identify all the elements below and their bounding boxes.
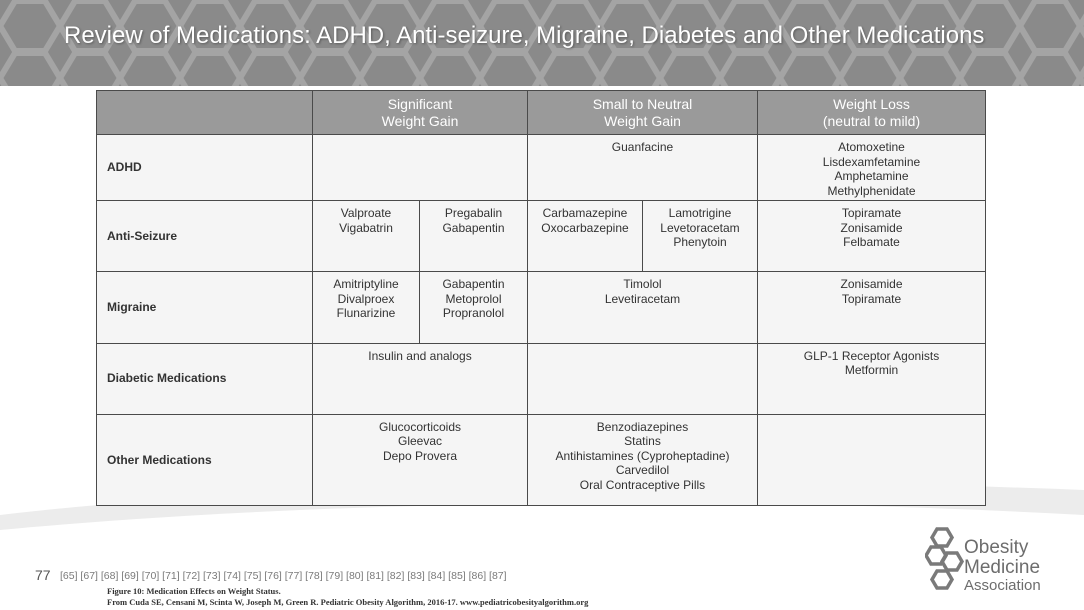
drug: Lisdexamfetamine [822,154,921,169]
caption-line2: From Cuda SE, Censani M, Scinta W, Joseph M, Green R. Pediatric Obesity Algorithm, 2016-17. www.pediatricobesityalgorithm.org [107,597,589,607]
cell-migraine-gain-a [313,272,420,343]
drug: Metoprolol [445,291,502,306]
drug: Flunarizine [336,306,396,321]
drug: Depo Provera [382,448,458,463]
logo-line2: Medicine [964,557,1041,578]
medication-table [96,90,986,506]
cell-adhd-gain [313,135,528,201]
header-small-neutral-gain [528,91,758,135]
cell-seizure-neutral-b [643,201,758,272]
row-other [97,414,986,505]
drug: Divalproex [337,291,395,306]
slide-header [0,0,1084,86]
drug: Timolol [623,277,662,292]
cell-adhd-neutral [528,135,758,201]
drug: Statins [624,434,661,449]
drug: GLP-1 Receptor Agonists [803,348,940,363]
row-label-adhd: ADHD [97,135,313,201]
drug: Pregabalin [444,206,503,221]
header-gain-line1: Significant [387,95,453,112]
drug: Propranolol [442,306,505,321]
caption-line1: Figure 10: Medication Effects on Weight Status. [107,586,281,596]
drug: Atomoxetine [838,140,905,155]
drug: Gleevac [397,434,443,449]
drug: Glucocorticoids [378,419,462,434]
slide-title: Review of Medications: ADHD, Anti-seizure, Migraine, Diabetes and Other Medications [64,22,985,49]
header-loss-line2: (neutral to mild) [822,112,921,129]
drug: Amitriptyline [333,277,399,292]
logo-line3: Association [964,577,1041,594]
cell-migraine-neutral [528,272,758,343]
drug: Oral Contraceptive Pills [579,477,706,492]
cell-seizure-gain-a [313,201,420,272]
cell-migraine-loss [758,272,986,343]
drug: Carbamazepine [542,206,628,221]
drug: Vigabatrin [339,220,393,235]
drug: Benzodiazepines [596,419,689,434]
header-weight-loss [758,91,986,135]
page-number: 77 [35,567,51,583]
header-empty-cell [97,91,313,135]
cell-diabetic-loss [758,343,986,414]
drug: Valproate [340,206,392,221]
row-anti-seizure [97,201,986,272]
cell-other-neutral [528,414,758,505]
drug: Gabapentin [442,277,505,292]
medication-table-container [96,90,985,506]
cell-seizure-neutral-a [528,201,643,272]
drug: Felbamate [843,235,900,250]
drug: Oxocarbazepine [541,220,629,235]
header-neutral-line1: Small to Neutral [592,95,693,112]
header-neutral-line2: Weight Gain [604,112,681,129]
cell-diabetic-gain [313,343,528,414]
drug: Topiramate [841,291,902,306]
header-gain-line2: Weight Gain [381,112,459,129]
drug: Lamotrigine [668,206,732,221]
row-diabetic [97,343,986,414]
header-significant-gain [313,91,528,135]
cell-seizure-gain-b [420,201,528,272]
row-label-migraine: Migraine [97,272,313,343]
cell-seizure-loss [758,201,986,272]
obesity-medicine-logo [964,538,1041,594]
drug: Levetoracetam [660,220,740,235]
references: [65] [67] [68] [69] [70] [71] [72] [73] [74] [75] [76] [77] [78] [79] [80] [81] [82] [83] [84] [85] [86] [87] [60,570,507,582]
cell-other-gain [313,414,528,505]
row-migraine [97,272,986,343]
drug: Insulin and analogs [368,348,472,363]
cell-other-loss [758,414,986,505]
drug: Phenytoin [673,235,727,250]
drug: Guanfacine [611,140,674,155]
row-label-diabetic: Diabetic Medications [97,343,313,414]
cell-migraine-gain-b [420,272,528,343]
row-label-anti-seizure: Anti-Seizure [97,201,313,272]
figure-caption [107,586,588,608]
drug: Gabapentin [442,220,505,235]
header-row [97,91,986,135]
header-loss-line1: Weight Loss [833,95,910,112]
drug: Levetiracetam [604,291,681,306]
row-adhd [97,135,986,201]
drug: Metformin [844,363,899,378]
drug: Carvedilol [615,463,670,478]
drug: Amphetamine [834,169,909,184]
cell-adhd-loss [758,135,986,201]
row-label-other: Other Medications [97,414,313,505]
cell-diabetic-neutral [528,343,758,414]
drug: Methylphenidate [827,183,916,198]
logo-line1: Obesity [964,537,1029,558]
drug: Zonisamide [840,220,903,235]
drug: Topiramate [841,206,902,221]
drug: Antihistamines (Cyproheptadine) [555,448,730,463]
drug: Zonisamide [840,277,903,292]
